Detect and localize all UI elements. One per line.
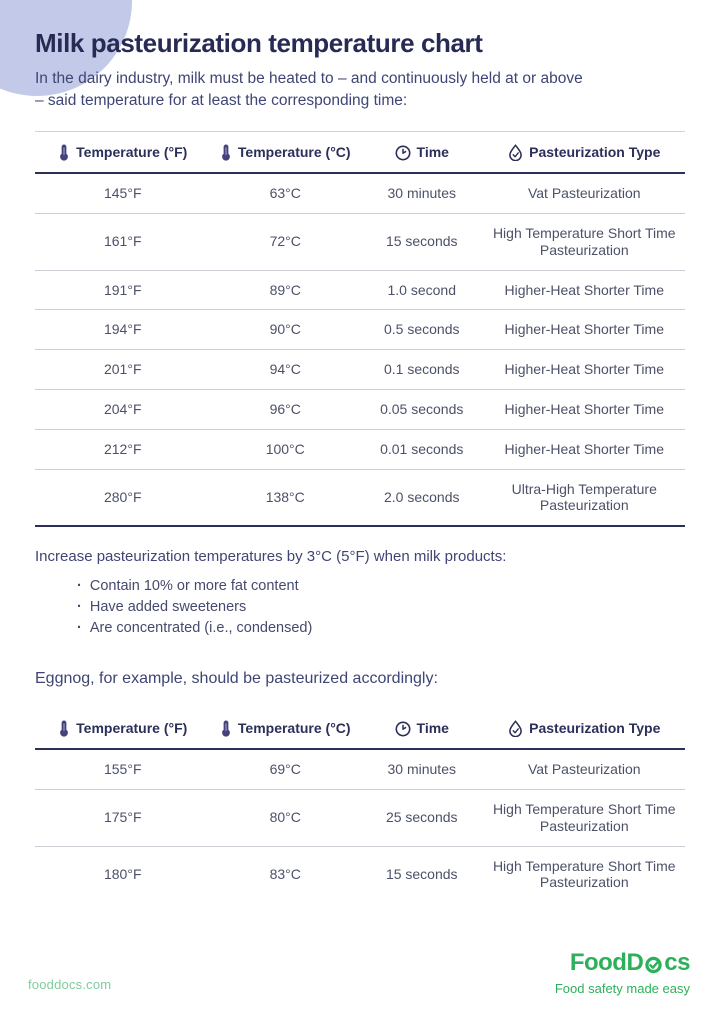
table-row (35, 389, 685, 429)
table-cell: 180°F (103, 865, 142, 882)
table-cell: 175°F (103, 809, 142, 826)
header-label: Temperature (°C) (237, 719, 351, 736)
table-cell: 138°C (265, 488, 305, 505)
table-cell: 63°C (269, 185, 301, 202)
increase-note: Increase pasteurization temperatures by 3°C (5°F) when milk products: (35, 548, 507, 566)
table-cell: 191°F (103, 281, 142, 298)
table-row (35, 789, 685, 846)
header-label: Temperature (°F) (76, 719, 188, 736)
header-time (360, 721, 484, 737)
page-title: Milk pasteurization temperature chart (35, 28, 483, 58)
table-row (35, 429, 685, 469)
eggnog-intro: Eggnog, for example, should be pasteurized accordingly: (35, 670, 438, 688)
table-row (35, 270, 685, 310)
header-temperature-c (211, 144, 361, 161)
table-cell: 194°F (103, 321, 142, 338)
table-row (35, 213, 685, 270)
header-label: Time (416, 143, 449, 160)
logo-text-before: FoodD (569, 949, 644, 976)
table-cell: Higher-Heat Shorter Time (504, 400, 664, 417)
table-cell: 80°C (269, 809, 301, 826)
table-cell: 100°C (265, 440, 305, 457)
table-cell: 89°C (269, 281, 301, 298)
table-cell: 201°F (103, 361, 142, 378)
brand-tagline: Food safety made easy (554, 981, 690, 996)
table-cell: Higher-Heat Shorter Time (504, 321, 664, 338)
table-cell: 30 minutes (387, 185, 456, 202)
clock-icon (395, 721, 411, 737)
table-cell: High Temperature Short Time Pasteurization (492, 800, 676, 834)
thermometer-icon (220, 144, 232, 161)
table-cell: 90°C (269, 321, 301, 338)
table-body (35, 750, 685, 902)
table-cell: 0.1 seconds (384, 361, 460, 378)
table-cell: 161°F (103, 233, 142, 250)
table-cell: 145°F (103, 185, 142, 202)
clock-icon (395, 145, 411, 161)
table-row (35, 309, 685, 349)
table-body (35, 174, 685, 527)
table-cell: 72°C (269, 233, 301, 250)
page-subtitle: In the dairy industry, milk must be heated to – and continuously held at or above – said temperature for at least the corresponding time: (35, 70, 583, 110)
table-cell: 15 seconds (385, 233, 458, 250)
bullet-item: · Are concentrated (i.e., condensed) (77, 620, 685, 636)
header-pasteurization-type (484, 144, 686, 161)
table-cell: 69°C (269, 761, 301, 778)
check-circle-icon (644, 955, 663, 974)
table-row (35, 174, 685, 213)
table-cell: Higher-Heat Shorter Time (504, 281, 664, 298)
header-label: Pasteurization Type (529, 143, 661, 160)
table-row (35, 846, 685, 903)
header-label: Pasteurization Type (529, 719, 661, 736)
header-label: Time (416, 719, 449, 736)
droplet-check-icon (508, 144, 523, 161)
table-cell: 83°C (269, 865, 301, 882)
thermometer-icon (220, 720, 232, 737)
bullet-item: · Contain 10% or more fat content (77, 578, 685, 594)
header-temperature-c (211, 720, 361, 737)
header-temperature-f (35, 144, 211, 161)
table-cell: 0.5 seconds (384, 321, 460, 338)
fooddocs-logo (555, 951, 690, 975)
table-cell: 1.0 second (387, 281, 456, 298)
brand-block (555, 951, 690, 996)
header-time (360, 145, 484, 161)
table-cell: 15 seconds (385, 865, 458, 882)
table-header-row (35, 708, 685, 750)
table-cell: 0.05 seconds (380, 400, 464, 417)
header-label: Temperature (°C) (237, 143, 351, 160)
thermometer-icon (58, 144, 70, 161)
table-cell: High Temperature Short Time Pasteurization (492, 857, 676, 891)
table-row (35, 349, 685, 389)
note-bullet-list (77, 578, 685, 636)
table-cell: 2.0 seconds (384, 488, 460, 505)
eggnog-pasteurization-table (35, 708, 685, 902)
table-cell: Higher-Heat Shorter Time (504, 361, 664, 378)
table-cell: 155°F (103, 761, 142, 778)
bullet-item: · Have added sweeteners (77, 599, 685, 615)
table-row (35, 750, 685, 789)
table-cell: Higher-Heat Shorter Time (504, 440, 664, 457)
table-cell: 25 seconds (385, 809, 458, 826)
table-cell: High Temperature Short Time Pasteurization (492, 224, 676, 258)
header-temperature-f (35, 720, 211, 737)
table-cell: Ultra-High Temperature Pasteurization (511, 480, 657, 514)
logo-text-after: cs (664, 949, 690, 976)
table-cell: 212°F (103, 440, 142, 457)
table-cell: Vat Pasteurization (527, 185, 641, 202)
table-row (35, 469, 685, 526)
milk-pasteurization-table (35, 131, 685, 527)
thermometer-icon (58, 720, 70, 737)
droplet-check-icon (508, 720, 523, 737)
footer-url: fooddocs.com (28, 977, 112, 992)
table-cell: Vat Pasteurization (527, 761, 641, 778)
table-cell: 0.01 seconds (380, 440, 464, 457)
table-cell: 204°F (103, 400, 142, 417)
header-pasteurization-type (484, 720, 686, 737)
header-label: Temperature (°F) (76, 143, 188, 160)
table-cell: 94°C (269, 361, 301, 378)
table-cell: 280°F (103, 488, 142, 505)
table-cell: 96°C (269, 400, 301, 417)
table-header-row (35, 131, 685, 174)
table-cell: 30 minutes (387, 761, 456, 778)
